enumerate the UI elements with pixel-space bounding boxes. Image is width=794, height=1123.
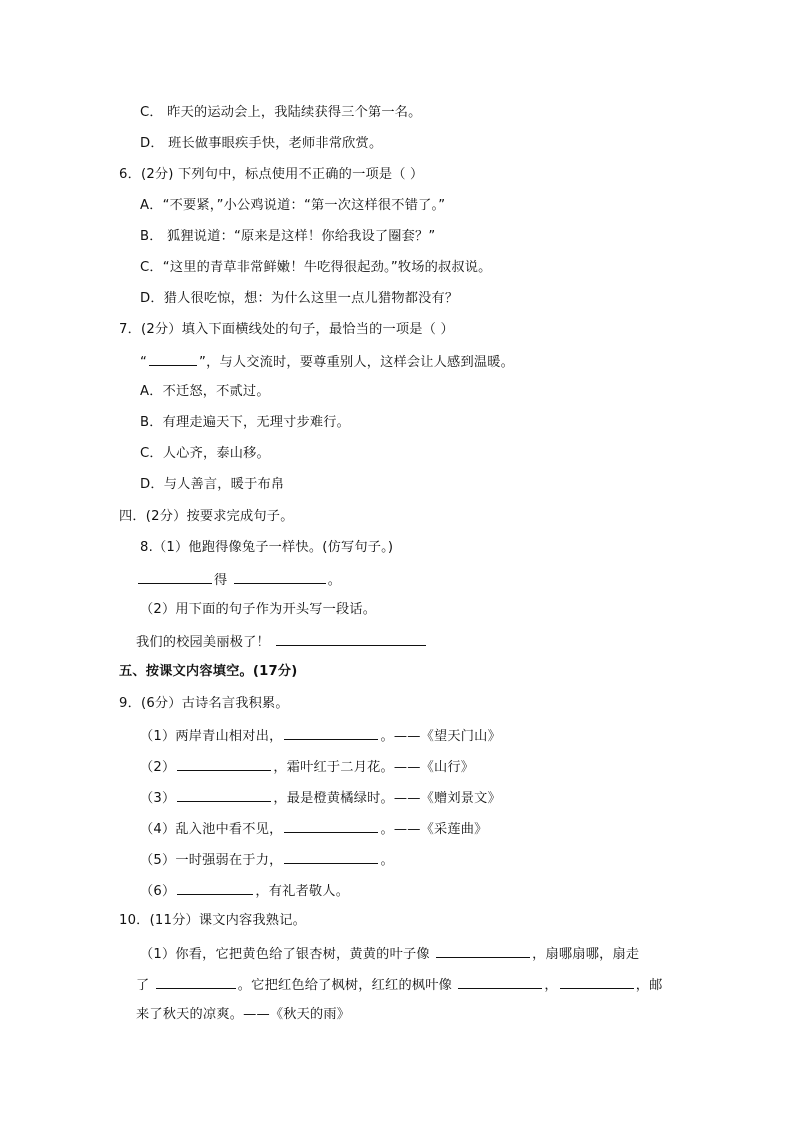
q9-stem: 9．(6分）古诗名言我积累。 <box>119 696 289 711</box>
section5-heading: 五、按课文内容填空。(17分) <box>119 664 298 679</box>
q10-1-end: ，扇哪扇哪，扇走 <box>532 947 640 962</box>
q9-3-text: ，最是橙黄橘绿时。——《赠刘景文》 <box>273 791 501 806</box>
q9-3-blank[interactable] <box>177 787 271 802</box>
q10-2-text: 。它把红色给了枫树，红红的枫叶像 <box>237 978 452 993</box>
q8-blank-1[interactable] <box>138 569 212 584</box>
q9-5-blank[interactable] <box>284 849 378 864</box>
q8-part1-prompt: 8.（1）他跑得像兔子一样快。(仿写句子。) <box>140 540 394 555</box>
q6-option-d: D．猎人很吃惊，想：为什么这里一点儿猎物都没有？ <box>140 291 459 306</box>
q9-3-number: （3） <box>140 791 176 806</box>
q8-blank-2[interactable] <box>234 569 326 584</box>
q10-line-2 <box>136 974 663 996</box>
q7-option-a: A．不迁怒，不贰过。 <box>140 384 270 399</box>
q9-4-blank[interactable] <box>284 818 378 833</box>
q9-1-blank[interactable] <box>284 725 378 740</box>
q9-item-3 <box>140 787 501 809</box>
q9-item-5 <box>140 849 394 871</box>
q10-line-3: 来了秋天的凉爽。——《秋天的雨》 <box>136 1007 351 1022</box>
q7-sentence <box>140 351 514 373</box>
q8-part1-answer-line <box>136 569 341 591</box>
q10-2-end: ，邮 <box>635 978 663 993</box>
q9-5-text: （5）一时强弱在于力， <box>140 853 283 868</box>
q9-1-source: 。——《望天门山》 <box>380 729 501 744</box>
q9-2-text: ，霜叶红于二月花。——《山行》 <box>273 760 475 775</box>
q8-part2-opening: 我们的校园美丽极了！ <box>136 635 270 650</box>
q9-4-text: （4）乱入池中看不见， <box>140 822 283 837</box>
q7-open-quote: “ <box>140 355 148 370</box>
q9-6-blank[interactable] <box>177 880 253 895</box>
q6-option-a: A．“不要紧，”小公鸡说道：“第一次这样很不错了。” <box>140 198 446 213</box>
q5-option-c: C． 昨天的运动会上，我陆续获得三个第一名。 <box>140 105 422 120</box>
q7-option-b: B．有理走遍天下，无理寸步难行。 <box>140 415 351 430</box>
q9-item-1 <box>140 725 501 747</box>
q9-2-number: （2） <box>140 760 176 775</box>
q10-2-start: 了 <box>136 978 150 993</box>
q6-stem: 6．(2分) 下列句中，标点使用不正确的一项是（ ） <box>119 167 424 182</box>
q7-answer-blank[interactable] <box>149 351 197 366</box>
q7-option-c: C．人心齐，泰山移。 <box>140 446 270 461</box>
q10-2-comma: ， <box>544 978 558 993</box>
q8-part2-blank[interactable] <box>276 631 426 646</box>
q10-blank-1[interactable] <box>436 943 530 958</box>
q9-6-text: ，有礼者敬人。 <box>255 884 350 899</box>
q9-item-4 <box>140 818 488 840</box>
q8-part2-answer-line <box>136 631 428 653</box>
section4-heading: 四．(2分）按要求完成句子。 <box>119 509 294 524</box>
q9-5-end: 。 <box>380 853 394 868</box>
q9-item-6 <box>140 880 349 902</box>
q9-1-text: （1）两岸青山相对出， <box>140 729 283 744</box>
q7-option-d: D．与人善言，暖于布帛 <box>140 477 285 492</box>
q6-option-c: C．“这里的青草非常鲜嫩！牛吃得很起劲。”牧场的叔叔说。 <box>140 260 492 275</box>
q8-mid-text: 得 <box>214 573 228 588</box>
q9-4-source: 。——《采莲曲》 <box>380 822 488 837</box>
q6-option-b: B． 狐狸说道：“原来是这样！你给我设了圈套？” <box>140 229 436 244</box>
q7-stem: 7．(2分）填入下面横线处的句子，最恰当的一项是（ ） <box>119 322 454 337</box>
q8-end-text: 。 <box>327 573 342 588</box>
q10-blank-4[interactable] <box>560 974 634 989</box>
q10-stem: 10．(11分）课文内容我熟记。 <box>119 913 306 928</box>
q8-part2-prompt: （2）用下面的句子作为开头写一段话。 <box>140 602 377 617</box>
q10-blank-3[interactable] <box>458 974 542 989</box>
q9-item-2 <box>140 756 474 778</box>
q9-6-number: （6） <box>140 884 176 899</box>
q5-option-d: D． 班长做事眼疾手快，老师非常欣赏。 <box>140 136 383 151</box>
q10-blank-2[interactable] <box>156 974 236 989</box>
q10-1-text: （1）你看，它把黄色给了银杏树，黄黄的叶子像 <box>140 947 430 962</box>
q7-sentence-rest: ”，与人交流时，要尊重别人，这样会让人感到温暖。 <box>199 355 514 370</box>
q10-line-1 <box>140 943 639 965</box>
q9-2-blank[interactable] <box>177 756 271 771</box>
